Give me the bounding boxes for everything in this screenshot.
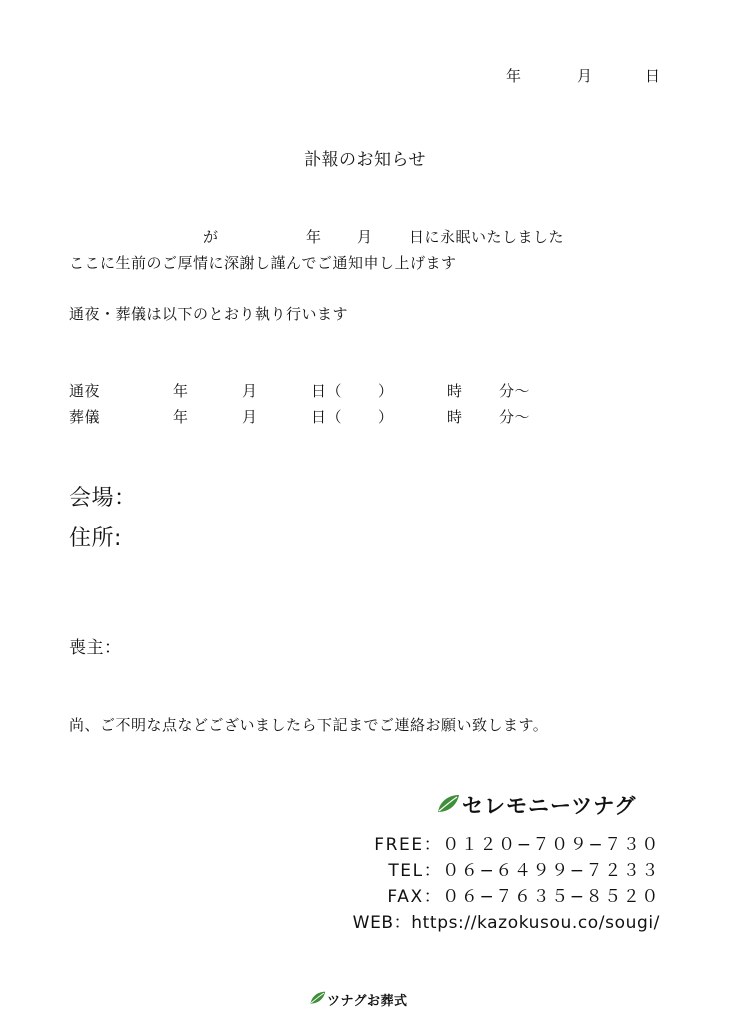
document-title: 訃報のお知らせ <box>304 150 426 170</box>
schedule-minute: 分〜 <box>499 408 531 426</box>
footer-leaf-icon <box>309 991 326 1005</box>
schedule-label: 葬儀 <box>69 408 101 426</box>
schedule-year: 年 <box>173 382 189 400</box>
contact-fax: FAX：０６−７６３５−８５２０ <box>387 887 660 907</box>
contact-tel: TEL：０６−６４９９−７２３３ <box>388 861 660 881</box>
body-ceremony-intro: 通夜・葬儀は以下のとおり執り行います <box>69 305 349 323</box>
chief-mourner-label: 喪主： <box>69 638 122 658</box>
schedule-year: 年 <box>173 408 189 426</box>
contact-notice: 尚、ご不明な点などございましたら下記までご連絡お願い致します。 <box>69 716 549 734</box>
body-month: 月 <box>357 228 373 246</box>
body-year: 年 <box>306 228 322 246</box>
contact-free: FREE：０１２０−７０９−７３０ <box>374 835 660 855</box>
schedule-minute: 分〜 <box>499 382 531 400</box>
company-name: セレモニーツナグ <box>462 793 637 818</box>
schedule-paren-close: ） <box>378 408 394 426</box>
date-month-label: 月 <box>577 67 593 85</box>
schedule-hour: 時 <box>447 408 463 426</box>
address-label: 住所: <box>69 526 122 551</box>
contact-web: WEB：https://kazokusou.co/sougi/ <box>352 913 660 933</box>
schedule-month: 月 <box>242 382 258 400</box>
schedule-label: 通夜 <box>69 382 101 400</box>
body-ga: が <box>203 228 219 246</box>
venue-label: 会場： <box>69 486 137 511</box>
schedule-day: 日（ <box>311 382 343 400</box>
schedule-day: 日（ <box>311 408 343 426</box>
body-passed-away: 日に永眠いたしました <box>409 228 565 246</box>
footer-brand-name: ツナグお葬式 <box>327 994 408 1009</box>
date-day-label: 日 <box>645 67 661 85</box>
schedule-month: 月 <box>242 408 258 426</box>
body-gratitude: ここに生前のご厚情に深謝し謹んでご通知申し上げます <box>69 254 457 272</box>
schedule-hour: 時 <box>447 382 463 400</box>
leaf-logo-icon <box>436 794 460 814</box>
date-year-label: 年 <box>506 67 522 85</box>
schedule-paren-close: ） <box>378 382 394 400</box>
